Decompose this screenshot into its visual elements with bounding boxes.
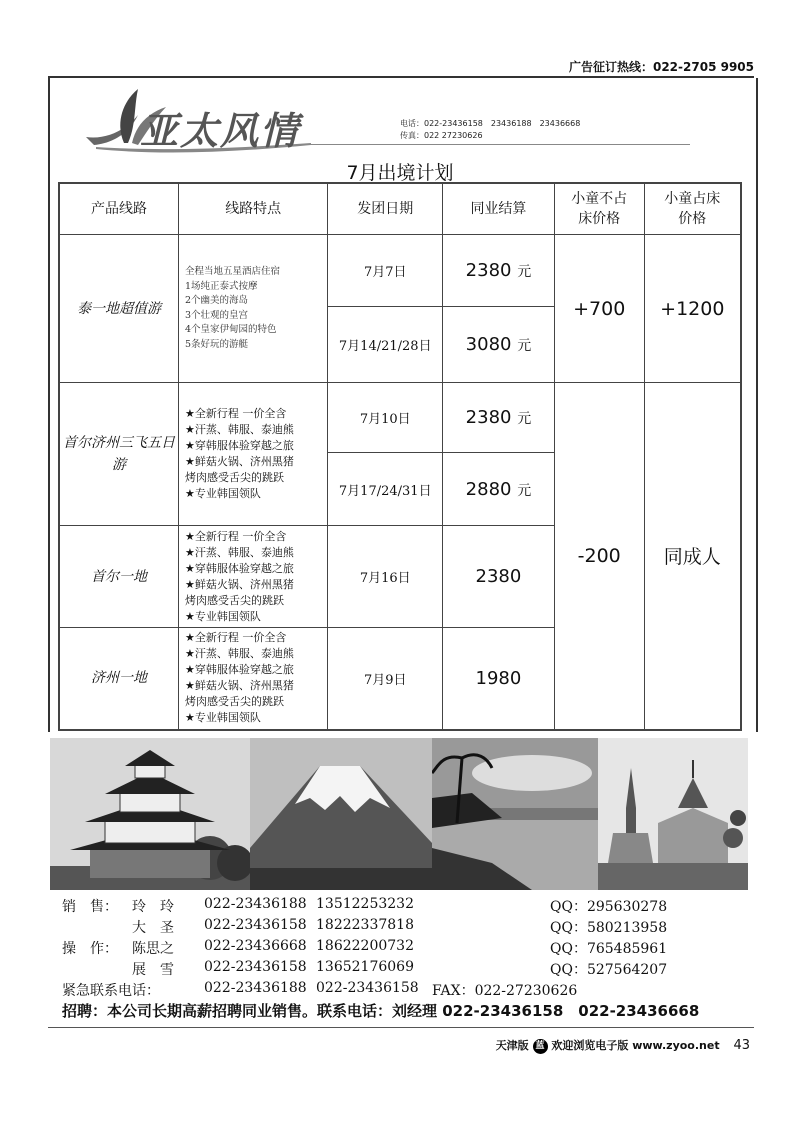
fax: FAX：022-27230626 bbox=[432, 983, 578, 999]
header-date: 发团日期 bbox=[328, 183, 443, 235]
castle-photo bbox=[50, 738, 250, 890]
footer-site[interactable]: www.zyoo.net bbox=[632, 1039, 720, 1052]
page-number: 43 bbox=[733, 1038, 750, 1053]
page-footer bbox=[496, 1037, 750, 1054]
contact-qq: QQ：295630278 bbox=[550, 899, 668, 915]
price-thai-2 bbox=[443, 307, 555, 383]
contact-mobile: 13652176069 bbox=[316, 959, 414, 975]
child-bed-thai: +1200 bbox=[644, 235, 741, 383]
company-name: 亚太风情 bbox=[140, 108, 301, 153]
contact-row bbox=[62, 938, 762, 959]
header-features: 线路特点 bbox=[178, 183, 327, 235]
child-no-bed-thai: +700 bbox=[554, 235, 644, 383]
contact-tel: 022-23436158 bbox=[204, 917, 307, 933]
feature-line: 3个壮观的皇宫 bbox=[184, 309, 249, 321]
contact-name: 展 雪 bbox=[132, 962, 174, 978]
logo-badge-icon: 蓝 bbox=[533, 1039, 548, 1054]
price-seoul-jeju-2 bbox=[443, 453, 555, 526]
feature-line: ★专业韩国领队 bbox=[184, 711, 261, 725]
route-seoul-jeju: 首尔济州三飞五日游 bbox=[59, 383, 178, 526]
features-thai bbox=[178, 235, 327, 383]
feature-line: 烤肉感受舌尖的跳跃 bbox=[184, 695, 284, 709]
feature-line: ★汗蒸、韩服、泰迪熊 bbox=[184, 545, 294, 559]
contact-block bbox=[62, 896, 762, 1001]
route-jeju: 济州一地 bbox=[59, 628, 178, 730]
feature-line: 烤肉感受舌尖的跳跃 bbox=[184, 593, 284, 607]
header-child-no-bed: 小童不占 床价格 bbox=[554, 183, 644, 235]
price-unit: 元 bbox=[517, 338, 532, 354]
contact-tel: 022-23436158 bbox=[204, 959, 307, 975]
price-value: 3080 bbox=[465, 334, 512, 355]
feature-line: 5条好玩的游艇 bbox=[184, 338, 249, 350]
table-row bbox=[59, 235, 741, 307]
feature-line: 2个幽美的海岛 bbox=[184, 295, 249, 306]
feature-line: ★汗蒸、韩服、泰迪熊 bbox=[184, 423, 294, 436]
footer-tagline: 欢迎浏览电子版 bbox=[551, 1039, 629, 1052]
table-row bbox=[59, 383, 741, 453]
feature-line: 全程当地五星酒店住宿 bbox=[184, 266, 280, 277]
feature-line: ★鲜菇火锅、济州黑猪 bbox=[184, 679, 294, 693]
feature-line: ★全新行程 一价全含 bbox=[184, 407, 287, 420]
route-thai: 泰一地超值游 bbox=[59, 235, 178, 383]
feature-line: ★汗蒸、韩服、泰迪熊 bbox=[184, 647, 294, 661]
date-jeju: 7月9日 bbox=[328, 628, 443, 730]
feature-line: ★鲜菇火锅、济州黑猪 bbox=[184, 577, 294, 591]
emergency-tel-1: 022-23436188 bbox=[204, 980, 307, 996]
recruit-notice: 招聘：本公司长期高薪招聘同业销售。联系电话：刘经理 022-23436158 022-23436668 bbox=[62, 1002, 700, 1020]
ops-label: 操 作： bbox=[62, 941, 118, 957]
price-thai-1 bbox=[443, 235, 555, 307]
price-seoul-jeju-1 bbox=[443, 383, 555, 453]
beach-photo bbox=[432, 738, 598, 890]
emergency-label: 紧急联系电话： bbox=[62, 983, 160, 999]
photo-strip bbox=[50, 738, 748, 890]
ad-hotline: 广告征订热线：022-2705 9905 bbox=[568, 60, 754, 74]
feature-line: ★专业韩国领队 bbox=[184, 609, 261, 623]
company-fax: 传真：022 27230626 bbox=[400, 131, 483, 140]
logo-rule bbox=[300, 144, 690, 145]
tour-plan-table bbox=[58, 182, 742, 731]
temple-photo bbox=[598, 738, 748, 890]
contact-tel: 022-23436668 bbox=[204, 938, 307, 954]
contact-row bbox=[62, 980, 762, 1001]
contact-qq: QQ：580213958 bbox=[550, 920, 668, 936]
contact-name: 大 圣 bbox=[132, 920, 174, 936]
feature-line: ★鲜菇火锅、济州黑猪 bbox=[184, 455, 294, 468]
date-seoul-jeju-2: 7月17/24/31日 bbox=[328, 453, 443, 526]
company-phone: 电话：022-23436158 23436188 23436668 bbox=[400, 119, 581, 128]
header-route: 产品线路 bbox=[59, 183, 178, 235]
feature-line: 1场纯正泰式按摩 bbox=[184, 280, 258, 292]
contact-row bbox=[62, 917, 762, 938]
date-thai-1: 7月7日 bbox=[328, 235, 443, 307]
date-seoul-jeju-1: 7月10日 bbox=[328, 383, 443, 453]
contact-name: 陈思之 bbox=[132, 941, 174, 957]
header-price: 同业结算 bbox=[443, 183, 555, 235]
date-thai-2: 7月14/21/28日 bbox=[328, 307, 443, 383]
header-child-bed: 小童占床 价格 bbox=[644, 183, 741, 235]
feature-line: ★全新行程 一价全含 bbox=[184, 631, 287, 645]
contact-tel: 022-23436188 bbox=[204, 896, 307, 912]
contact-row bbox=[62, 959, 762, 980]
contact-qq: QQ：527564207 bbox=[550, 962, 668, 978]
price-seoul: 2380 bbox=[443, 526, 555, 628]
feature-line: 4个皇家伊甸园的特色 bbox=[184, 324, 277, 335]
feature-line: ★穿韩服体验穿越之旅 bbox=[184, 561, 294, 575]
features-seoul bbox=[178, 526, 327, 628]
footer-rule bbox=[48, 1027, 754, 1028]
feature-line: ★专业韩国领队 bbox=[184, 487, 261, 500]
contact-mobile: 18222337818 bbox=[316, 917, 414, 933]
emergency-tel-2: 022-23436158 bbox=[316, 980, 419, 996]
price-value: 2380 bbox=[465, 260, 512, 281]
contact-mobile: 18622200732 bbox=[316, 938, 414, 954]
table-header-row bbox=[59, 183, 741, 235]
date-seoul: 7月16日 bbox=[328, 526, 443, 628]
price-unit: 元 bbox=[517, 264, 532, 280]
price-unit: 元 bbox=[517, 411, 532, 427]
company-contact bbox=[400, 118, 580, 142]
feature-line: ★穿韩服体验穿越之旅 bbox=[184, 663, 294, 677]
route-seoul: 首尔一地 bbox=[59, 526, 178, 628]
contact-qq: QQ：765485961 bbox=[550, 941, 668, 957]
price-unit: 元 bbox=[517, 482, 532, 499]
mountain-photo bbox=[250, 738, 432, 890]
feature-line: ★穿韩服体验穿越之旅 bbox=[184, 439, 294, 452]
page-title: 7月出境计划 bbox=[346, 162, 454, 184]
contact-name: 玲 玲 bbox=[132, 899, 174, 915]
child-bed-korea: 同成人 bbox=[644, 383, 741, 730]
contact-row bbox=[62, 896, 762, 917]
feature-line: ★全新行程 一价全含 bbox=[184, 529, 287, 543]
child-no-bed-korea: -200 bbox=[554, 383, 644, 730]
price-jeju: 1980 bbox=[443, 628, 555, 730]
contact-mobile: 13512253232 bbox=[316, 896, 414, 912]
edition-label: 天津版 bbox=[495, 1039, 529, 1052]
features-jeju bbox=[178, 628, 327, 730]
price-value: 2880 bbox=[465, 478, 512, 500]
feature-line: 烤肉感受舌尖的跳跃 bbox=[184, 471, 284, 484]
sales-label: 销 售： bbox=[62, 899, 118, 915]
price-value: 2380 bbox=[465, 407, 512, 428]
features-seoul-jeju bbox=[178, 383, 327, 526]
